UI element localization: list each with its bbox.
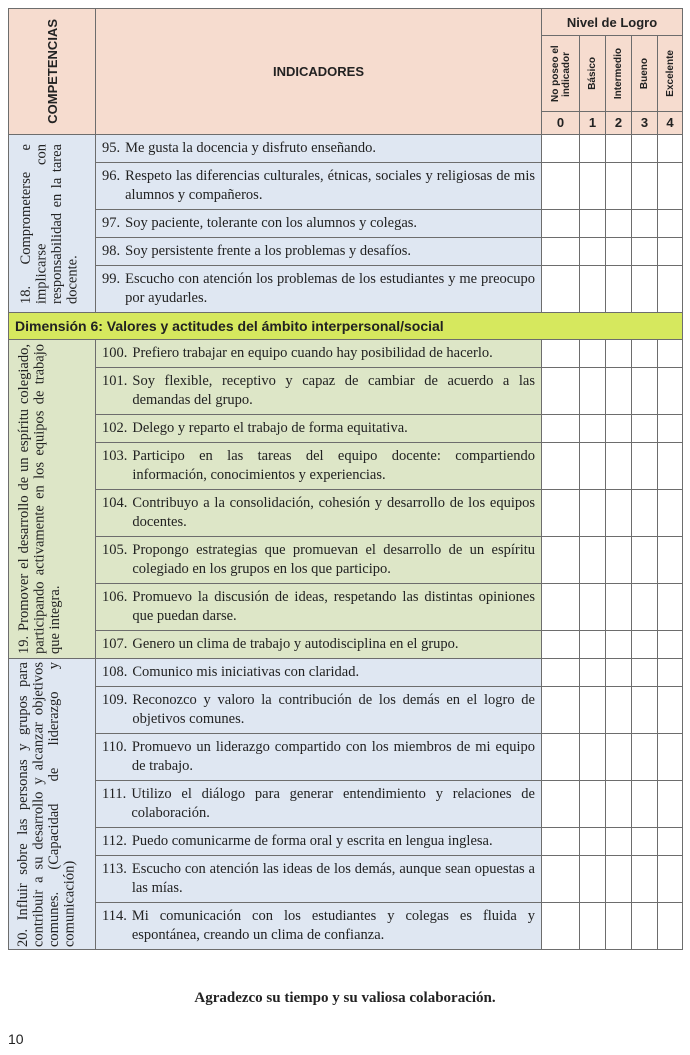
rating-cell-3[interactable] — [632, 687, 658, 734]
rating-cell-1[interactable] — [580, 687, 606, 734]
indicator-number: 100. — [102, 345, 128, 361]
indicator-number: 103. — [102, 448, 128, 464]
indicator-text: Soy persistente frente a los problemas y desafíos. — [125, 243, 412, 259]
rating-cell-0[interactable] — [542, 781, 580, 828]
indicator-text: Promuevo la discusión de ideas, respetando las distintas opiniones que puedan darse. — [132, 589, 535, 624]
rating-cell-0[interactable] — [542, 163, 580, 210]
rating-cell-1[interactable] — [580, 903, 606, 950]
indicator-number: 99. — [102, 271, 121, 287]
rating-cell-0[interactable] — [542, 490, 580, 537]
indicator-cell — [96, 584, 542, 631]
header-level-1 — [580, 36, 606, 112]
indicator-number: 106. — [102, 589, 128, 605]
header-level-num: 2 — [606, 111, 632, 134]
header-nivel-de-logro: Nivel de Logro — [542, 9, 683, 36]
indicator-text: Soy paciente, tolerante con los alumnos y colegas. — [125, 215, 418, 231]
rating-cell-2[interactable] — [606, 631, 632, 659]
indicator-text: Puedo comunicarme de forma oral y escrita en lengua inglesa. — [131, 833, 493, 849]
indicator-text: Propongo estrategias que promuevan el desarrollo de un espíritu colegiado en los grupos en los que participo. — [132, 542, 535, 577]
indicator-row — [9, 584, 683, 631]
rating-cell-4[interactable] — [658, 340, 683, 368]
indicator-row — [9, 368, 683, 415]
rating-cell-0[interactable] — [542, 368, 580, 415]
dimension-row — [9, 313, 683, 340]
indicator-cell — [96, 443, 542, 490]
header-level-num: 3 — [632, 111, 658, 134]
rating-cell-4[interactable] — [658, 687, 683, 734]
indicator-cell — [96, 659, 542, 687]
rating-cell-4[interactable] — [658, 163, 683, 210]
indicator-row — [9, 687, 683, 734]
rating-cell-0[interactable] — [542, 443, 580, 490]
header-level-label: Bueno — [639, 57, 650, 90]
indicator-text: Escucho con atención los problemas de los estudiantes y me preocupo por ayudarles. — [125, 271, 535, 306]
rating-cell-1[interactable] — [580, 163, 606, 210]
indicator-cell — [96, 856, 542, 903]
header-level-label: No poseo el indicador — [549, 45, 572, 102]
indicator-row — [9, 443, 683, 490]
indicator-number: 97. — [102, 215, 121, 231]
competence-cell — [9, 659, 96, 950]
indicator-row — [9, 266, 683, 313]
rating-cell-1[interactable] — [580, 781, 606, 828]
indicator-row — [9, 734, 683, 781]
indicator-number: 96. — [102, 168, 121, 184]
rating-cell-3[interactable] — [632, 537, 658, 584]
indicator-text: Escucho con atención las ideas de los demás, aunque sean opuestas a las mías. — [131, 861, 535, 896]
rating-cell-3[interactable] — [632, 238, 658, 266]
indicator-text: Prefiero trabajar en equipo cuando hay posibilidad de hacerlo. — [132, 345, 493, 361]
indicator-text: Comunico mis iniciativas con claridad. — [132, 664, 360, 680]
rating-cell-0[interactable] — [542, 340, 580, 368]
rating-cell-3[interactable] — [632, 781, 658, 828]
rating-cell-0[interactable] — [542, 238, 580, 266]
rating-cell-4[interactable] — [658, 903, 683, 950]
rating-cell-2[interactable] — [606, 238, 632, 266]
rating-cell-3[interactable] — [632, 631, 658, 659]
indicator-cell — [96, 135, 542, 163]
rating-cell-3[interactable] — [632, 368, 658, 415]
rating-cell-3[interactable] — [632, 903, 658, 950]
indicator-text: Genero un clima de trabajo y autodisciplina en el grupo. — [132, 636, 459, 652]
rating-cell-1[interactable] — [580, 734, 606, 781]
rating-cell-1[interactable] — [580, 584, 606, 631]
rating-cell-0[interactable] — [542, 828, 580, 856]
indicator-text: Promuevo un liderazgo compartido con los miembros de mi equipo de trabajo. — [131, 739, 535, 774]
indicator-cell — [96, 781, 542, 828]
dimension-title: Dimensión 6: Valores y actitudes del ámbito interpersonal/social — [9, 313, 683, 340]
rating-cell-3[interactable] — [632, 584, 658, 631]
indicator-row — [9, 490, 683, 537]
header-competencias — [9, 9, 96, 135]
rating-cell-4[interactable] — [658, 443, 683, 490]
rating-cell-3[interactable] — [632, 659, 658, 687]
indicator-cell — [96, 368, 542, 415]
rating-cell-2[interactable] — [606, 415, 632, 443]
rating-cell-2[interactable] — [606, 537, 632, 584]
indicator-cell — [96, 537, 542, 584]
rating-cell-1[interactable] — [580, 659, 606, 687]
competencies-table — [8, 8, 683, 950]
rating-cell-0[interactable] — [542, 856, 580, 903]
header-competencias-label: COMPETENCIAS — [44, 19, 60, 124]
rating-cell-3[interactable] — [632, 163, 658, 210]
rating-cell-1[interactable] — [580, 856, 606, 903]
rating-cell-3[interactable] — [632, 856, 658, 903]
rating-cell-1[interactable] — [580, 443, 606, 490]
rating-cell-0[interactable] — [542, 537, 580, 584]
rating-cell-2[interactable] — [606, 659, 632, 687]
rating-cell-1[interactable] — [580, 490, 606, 537]
indicator-row — [9, 135, 683, 163]
header-indicadores: INDICADORES — [96, 9, 542, 135]
rating-cell-0[interactable] — [542, 266, 580, 313]
indicator-row — [9, 238, 683, 266]
rating-cell-1[interactable] — [580, 368, 606, 415]
rating-cell-4[interactable] — [658, 490, 683, 537]
indicator-text: Delego y reparto el trabajo de forma equitativa. — [132, 420, 408, 436]
header-level-label: Excelente — [664, 50, 676, 97]
rating-cell-0[interactable] — [542, 584, 580, 631]
rating-cell-2[interactable] — [606, 266, 632, 313]
rating-cell-2[interactable] — [606, 687, 632, 734]
indicator-row — [9, 537, 683, 584]
rating-cell-4[interactable] — [658, 368, 683, 415]
rating-cell-1[interactable] — [580, 415, 606, 443]
indicator-number: 104. — [102, 495, 128, 511]
header-level-num: 0 — [542, 111, 580, 134]
rating-cell-4[interactable] — [658, 210, 683, 238]
indicator-number: 102. — [102, 420, 128, 436]
indicator-number: 98. — [102, 243, 121, 259]
rating-cell-2[interactable] — [606, 163, 632, 210]
header-level-0 — [542, 36, 580, 112]
header-level-2 — [606, 36, 632, 112]
indicator-cell — [96, 238, 542, 266]
competence-cell — [9, 340, 96, 659]
indicator-cell — [96, 210, 542, 238]
rating-cell-0[interactable] — [542, 734, 580, 781]
indicator-cell — [96, 734, 542, 781]
rating-cell-3[interactable] — [632, 415, 658, 443]
rating-cell-4[interactable] — [658, 135, 683, 163]
rating-cell-0[interactable] — [542, 903, 580, 950]
indicator-text: Utilizo el diálogo para generar entendimiento y relaciones de colaboración. — [131, 786, 535, 821]
rating-cell-4[interactable] — [658, 856, 683, 903]
competence-text: 19. Promover el desarrollo de un espíritu colegiado, participando activamente en los equipos de trabajo que integra. — [16, 344, 63, 654]
rating-cell-1[interactable] — [580, 537, 606, 584]
header-level-label: Básico — [587, 57, 598, 90]
indicator-text: Reconozco y valoro la contribución de los demás en el logro de objetivos comunes. — [132, 692, 535, 727]
indicator-row — [9, 856, 683, 903]
indicator-row — [9, 631, 683, 659]
rating-cell-1[interactable] — [580, 828, 606, 856]
competence-cell — [9, 135, 96, 313]
indicator-number: 112. — [102, 833, 127, 849]
indicator-text: Respeto las diferencias culturales, étnicas, sociales y religiosas de mis alumnos y compañeros. — [125, 168, 535, 203]
competence-text: 20. Influir sobre las personas y grupos para contribuir a su desarrollo y alcanzar objetivos comunes. (Capacidad de liderazgo y comunicación) — [15, 661, 78, 947]
indicator-text: Contribuyo a la consolidación, cohesión y desarrollo de los equipos docentes. — [132, 495, 535, 530]
indicator-cell — [96, 631, 542, 659]
rating-cell-3[interactable] — [632, 490, 658, 537]
indicator-row — [9, 903, 683, 950]
rating-cell-0[interactable] — [542, 687, 580, 734]
header-level-4 — [658, 36, 683, 112]
rating-cell-1[interactable] — [580, 210, 606, 238]
rating-cell-3[interactable] — [632, 266, 658, 313]
rating-cell-4[interactable] — [658, 734, 683, 781]
rating-cell-0[interactable] — [542, 415, 580, 443]
rating-cell-3[interactable] — [632, 734, 658, 781]
rating-cell-2[interactable] — [606, 490, 632, 537]
rating-cell-2[interactable] — [606, 210, 632, 238]
rating-cell-4[interactable] — [658, 537, 683, 584]
indicator-row — [9, 210, 683, 238]
rating-cell-4[interactable] — [658, 781, 683, 828]
indicator-number: 107. — [102, 636, 128, 652]
indicator-cell — [96, 266, 542, 313]
rating-cell-3[interactable] — [632, 135, 658, 163]
rating-cell-2[interactable] — [606, 135, 632, 163]
rating-cell-2[interactable] — [606, 340, 632, 368]
indicator-cell — [96, 903, 542, 950]
rating-cell-1[interactable] — [580, 631, 606, 659]
indicator-number: 109. — [102, 692, 128, 708]
header-level-num: 1 — [580, 111, 606, 134]
indicator-row — [9, 163, 683, 210]
rating-cell-3[interactable] — [632, 340, 658, 368]
indicator-cell — [96, 340, 542, 368]
rating-cell-1[interactable] — [580, 266, 606, 313]
rating-cell-2[interactable] — [606, 903, 632, 950]
indicator-cell — [96, 490, 542, 537]
indicator-text: Soy flexible, receptivo y capaz de cambiar de acuerdo a las demandas del grupo. — [132, 373, 535, 408]
indicator-cell — [96, 163, 542, 210]
rating-cell-2[interactable] — [606, 734, 632, 781]
rating-cell-2[interactable] — [606, 368, 632, 415]
rating-cell-4[interactable] — [658, 238, 683, 266]
indicator-cell — [96, 828, 542, 856]
rating-cell-4[interactable] — [658, 266, 683, 313]
competence-text: 18. Comprometerse e implicarse con responsabilidad en la tarea docente. — [18, 143, 81, 304]
indicator-number: 101. — [102, 373, 128, 389]
rating-cell-3[interactable] — [632, 210, 658, 238]
rating-cell-1[interactable] — [580, 340, 606, 368]
header-level-num: 4 — [658, 111, 683, 134]
rating-cell-4[interactable] — [658, 584, 683, 631]
rating-cell-1[interactable] — [580, 238, 606, 266]
rating-cell-2[interactable] — [606, 443, 632, 490]
indicator-text: Me gusta la docencia y disfruto enseñando. — [125, 140, 376, 156]
indicator-number: 111. — [102, 786, 127, 802]
indicator-row — [9, 828, 683, 856]
page-number: 10 — [8, 1031, 24, 1047]
rating-cell-4[interactable] — [658, 659, 683, 687]
indicator-row — [9, 781, 683, 828]
rating-cell-2[interactable] — [606, 584, 632, 631]
rating-cell-2[interactable] — [606, 828, 632, 856]
survey-sheet — [8, 8, 682, 950]
indicator-row — [9, 659, 683, 687]
rating-cell-0[interactable] — [542, 659, 580, 687]
indicator-text: Mi comunicación con los estudiantes y colegas es fluida y espontánea, creando un clima de confianza. — [131, 908, 535, 943]
indicator-number: 108. — [102, 664, 128, 680]
indicator-number: 95. — [102, 140, 121, 156]
indicator-row — [9, 415, 683, 443]
rating-cell-0[interactable] — [542, 210, 580, 238]
indicator-number: 113. — [102, 861, 127, 877]
header-level-label: Intermedio — [613, 47, 624, 100]
header-level-3 — [632, 36, 658, 112]
rating-cell-4[interactable] — [658, 828, 683, 856]
rating-cell-0[interactable] — [542, 135, 580, 163]
indicator-row — [9, 340, 683, 368]
rating-cell-3[interactable] — [632, 828, 658, 856]
indicator-cell — [96, 415, 542, 443]
indicator-number: 110. — [102, 739, 127, 755]
rating-cell-3[interactable] — [632, 443, 658, 490]
indicator-cell — [96, 687, 542, 734]
rating-cell-4[interactable] — [658, 631, 683, 659]
rating-cell-0[interactable] — [542, 631, 580, 659]
footer-thanks: Agradezco su tiempo y su valiosa colaboración. — [194, 990, 496, 1006]
indicator-text: Participo en las tareas del equipo docente: compartiendo información, conocimientos y experiencias. — [132, 448, 535, 483]
rating-cell-2[interactable] — [606, 781, 632, 828]
rating-cell-2[interactable] — [606, 856, 632, 903]
indicator-number: 114. — [102, 908, 127, 924]
rating-cell-4[interactable] — [658, 415, 683, 443]
indicator-number: 105. — [102, 542, 128, 558]
rating-cell-1[interactable] — [580, 135, 606, 163]
